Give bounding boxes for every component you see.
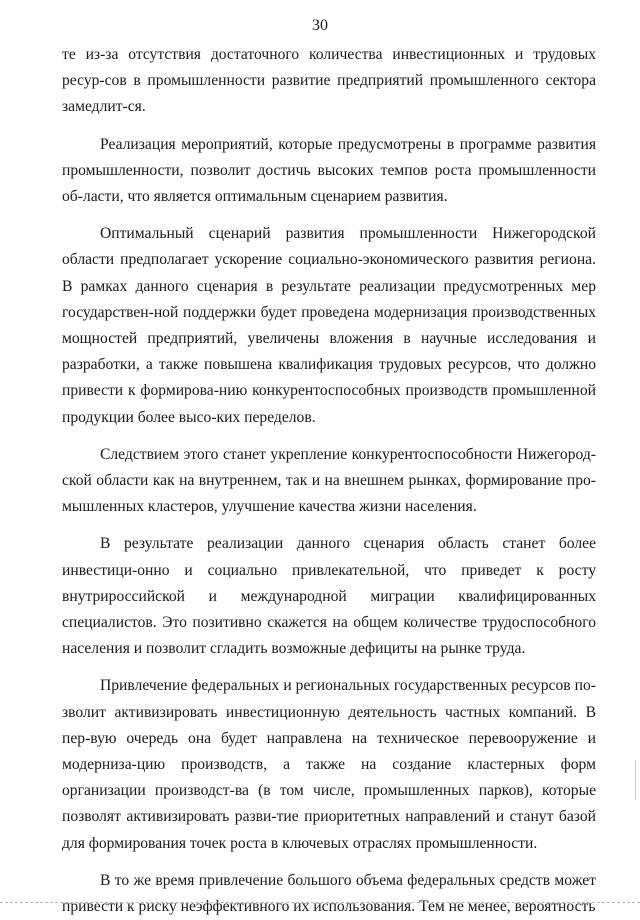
paragraph: В то же время привлечение большого объема федеральных средств может привести к риску неэффективного их использования. Тем не менее, вероятность: [62, 871, 596, 916]
paragraph: В результате реализации данного сценария область станет более инвестици-онно и социально привлекательной, что приведет к росту внутрироссийской и международной миграции квалифицированных специалистов. Это позитивно скажется на общем количестве трудоспособного населения и позволит сгладить возможные дефициты на рынке труда.: [62, 535, 596, 658]
scan-artifact: [0, 902, 640, 903]
paragraph: Оптимальный сценарий развития промышленности Нижегородской области предполагает ускорение социально-экономического развития региона. В рамках данного сценария в результате реализации предусмотренных мер государствен-ной поддержки будет проведена модернизация производственных мощностей предприятий, увеличены вложения в научные исследования и разработки, а также повышена квалификация трудовых ресурсов, что должно привести к формирова-нию конкурентоспособных производств промышленной продукции более высо-ких переделов.: [62, 225, 596, 426]
paragraph: Следствием этого станет укрепление конкурентоспособности Нижегород-ской области как на внутреннем, так и на внешнем рынках, формирование про-мышленных кластеров, улучшение качества жизни населения.: [62, 445, 596, 516]
body-text: [62, 42, 596, 920]
scan-artifact: [635, 760, 636, 800]
paragraph: Реализация мероприятий, которые предусмотрены в программе развития промышленности, позволит достичь высоких темпов роста промышленности об-ласти, что является оптимальным сценарием развития.: [62, 135, 596, 206]
paragraph: Привлечение федеральных и региональных государственных ресурсов по-зволит активизировать инвестиционную деятельность частных компаний. В пер-вую очередь она будет направлена на техническое перевооружение и модерниза-цию производств, а также на создание кластерных форм организации производст-ва (в том числе, промышленных парков), которые позволят активизировать разви-тие приоритетных направлений и станут базой для формирования точек роста в ключевых отраслях промышленности.: [62, 677, 596, 852]
page-number: 30: [312, 17, 328, 34]
paragraph: те из-за отсутствия достаточного количества инвестиционных и трудовых ресур-сов в промышленности развитие предприятий промышленного сектора замедлит-ся.: [62, 46, 596, 116]
